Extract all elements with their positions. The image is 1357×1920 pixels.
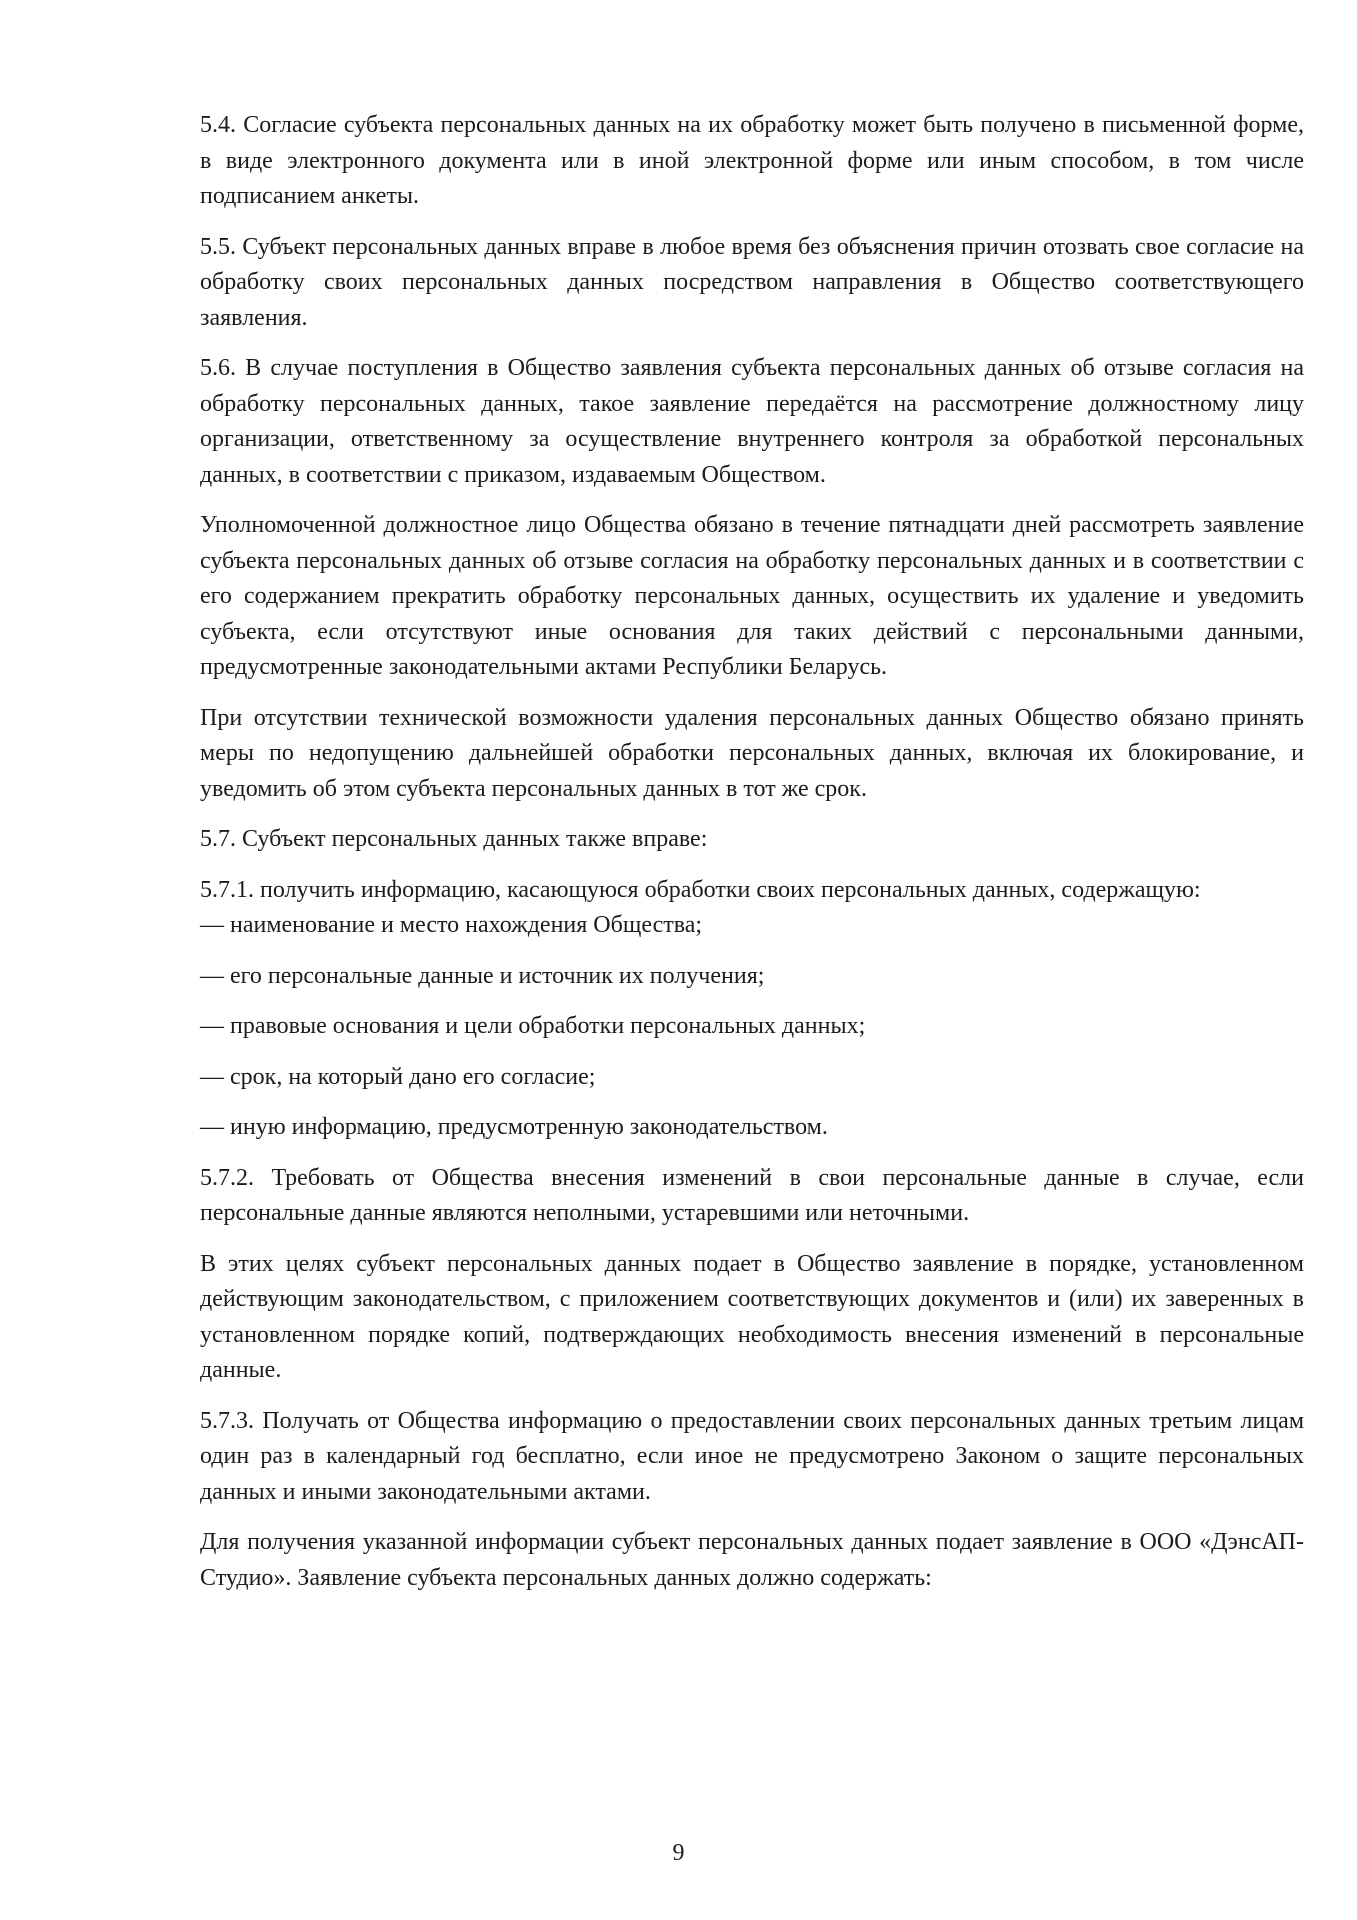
document-body xyxy=(200,108,1304,1611)
list-item: — наименование и место нахождения Общества; xyxy=(200,912,703,938)
list-item: — срок, на который дано его согласие; xyxy=(200,1063,596,1090)
paragraph-5-7-1: 5.7.1. получить информацию, касающуюся обработки своих персональных данных, содержащую: xyxy=(200,876,1201,903)
paragraph-5-4: 5.4. Согласие субъекта персональных данных на их обработку может быть получено в письменной форме, в виде электронного документа или в иной электронной форме или иным способом, в том числе подписанием анкеты. xyxy=(200,112,1304,209)
list-item: — иную информацию, предусмотренную законодательством. xyxy=(200,1114,828,1140)
paragraph-purposes: В этих целях субъект персональных данных подает в Общество заявление в порядке, установленном действующим законодательством, с приложением соответствующих документов и (или) их заверенных в установленном порядке копий, подтверждающих необходимость внесения изменений в персональные данные. xyxy=(200,1250,1304,1383)
paragraph-5-5: 5.5. Субъект персональных данных вправе в любое время без объяснения причин отозвать свое согласие на обработку своих персональных данных посредством направления в Общество соответствующего заявления. xyxy=(200,233,1304,331)
paragraph-5-7-3: 5.7.3. Получать от Общества информацию о предоставлении своих персональных данных третьим лицам один раз в календарный год бесплатно, если иное не предусмотрено Законом о защите персональных данных и иными законодательными актами. xyxy=(200,1407,1304,1505)
list-item: — правовые основания и цели обработки персональных данных; xyxy=(200,1013,866,1039)
paragraph-5-6: 5.6. В случае поступления в Общество заявления субъекта персональных данных об отзыве согласия на обработку персональных данных, такое заявление передаётся на рассмотрение должностному лицу организации, ответственному за осуществление внутреннего контроля за обработкой персональных данных, в соответствии с приказом, издаваемым Обществом. xyxy=(200,355,1304,488)
paragraph-5-7: 5.7. Субъект персональных данных также вправе: xyxy=(200,826,708,852)
page-number: 9 xyxy=(672,1840,685,1866)
paragraph-5-7-2: 5.7.2. Требовать от Общества внесения изменений в свои персональные данные в случае, если персональные данные являются неполными, устаревшими или неточными. xyxy=(200,1164,1304,1226)
list-item: — его персональные данные и источник их получения; xyxy=(200,962,765,989)
paragraph-request-info: Для получения указанной информации субъект персональных данных подает заявление в ООО «ДэнсАП-Студио». Заявление субъекта персональных данных должно содержать: xyxy=(200,1529,1304,1591)
paragraph-authorized-official: Уполномоченной должностное лицо Общества обязано в течение пятнадцати дней рассмотреть заявление субъекта персональных данных об отзыве согласия на обработку персональных данных и в соответствии с его содержанием прекратить обработку персональных данных, осуществить их удаление и уведомить субъекта, если отсутствуют иные основания для таких действий с персональными данными, предусмотренные законодательными актами Республики Беларусь. xyxy=(200,512,1304,680)
paragraph-technical-impossibility: При отсутствии технической возможности удаления персональных данных Общество обязано принять меры по недопущению дальнейшей обработки персональных данных, включая их блокирование, и уведомить об этом субъекта персональных данных в тот же срок. xyxy=(200,704,1304,802)
